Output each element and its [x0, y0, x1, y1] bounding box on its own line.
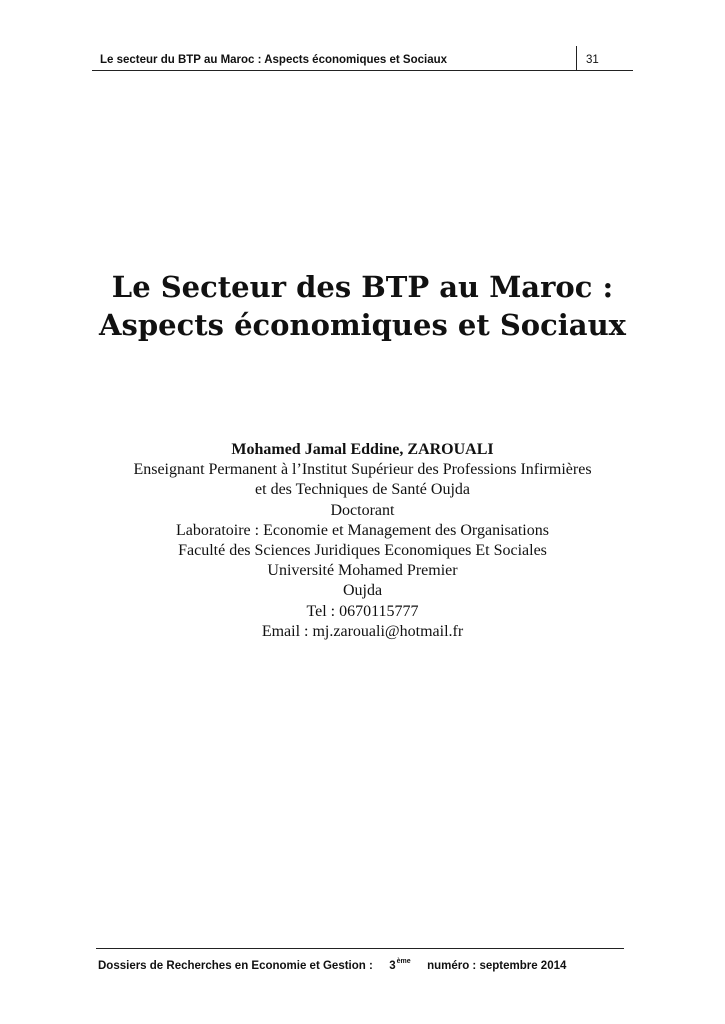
author-email: Email : mj.zarouali@hotmail.fr [261, 622, 464, 640]
author-university: Université Mohamed Premier [267, 562, 458, 580]
running-title: Le secteur du BTP au Maroc : Aspects économiques et Sociaux [100, 54, 448, 66]
title-line-1: Le Secteur des BTP au Maroc : [111, 270, 614, 304]
footer-rule [96, 948, 624, 949]
author-phone: Tel : 0670115777 [306, 602, 419, 620]
page-number: 31 [586, 54, 599, 66]
footer-issue-number: 3 [389, 960, 396, 972]
author-name: Mohamed Jamal Eddine, ZAROUALI [231, 441, 494, 458]
title-line-2: Aspects économiques et Sociaux [99, 308, 626, 342]
author-block [0, 440, 725, 642]
page-header [92, 42, 633, 71]
footer-issue-superscript: ème [396, 958, 411, 965]
footer-journal: Dossiers de Recherches en Economie et Gestion : [98, 960, 373, 972]
author-position-line-2: et des Techniques de Santé Oujda [255, 481, 470, 499]
page-footer [98, 958, 566, 972]
author-status: Doctorant [330, 501, 395, 519]
author-faculty: Faculté des Sciences Juridiques Economiques Et Sociales [178, 542, 547, 560]
footer-issue-text: numéro : septembre 2014 [427, 960, 567, 972]
author-position-line-1: Enseignant Permanent à l’Institut Supérieur des Professions Infirmières [133, 461, 592, 479]
author-laboratory: Laboratoire : Economie et Management des Organisations [176, 521, 549, 539]
article-title [0, 268, 725, 344]
author-city: Oujda [342, 582, 383, 600]
header-divider [576, 46, 577, 70]
